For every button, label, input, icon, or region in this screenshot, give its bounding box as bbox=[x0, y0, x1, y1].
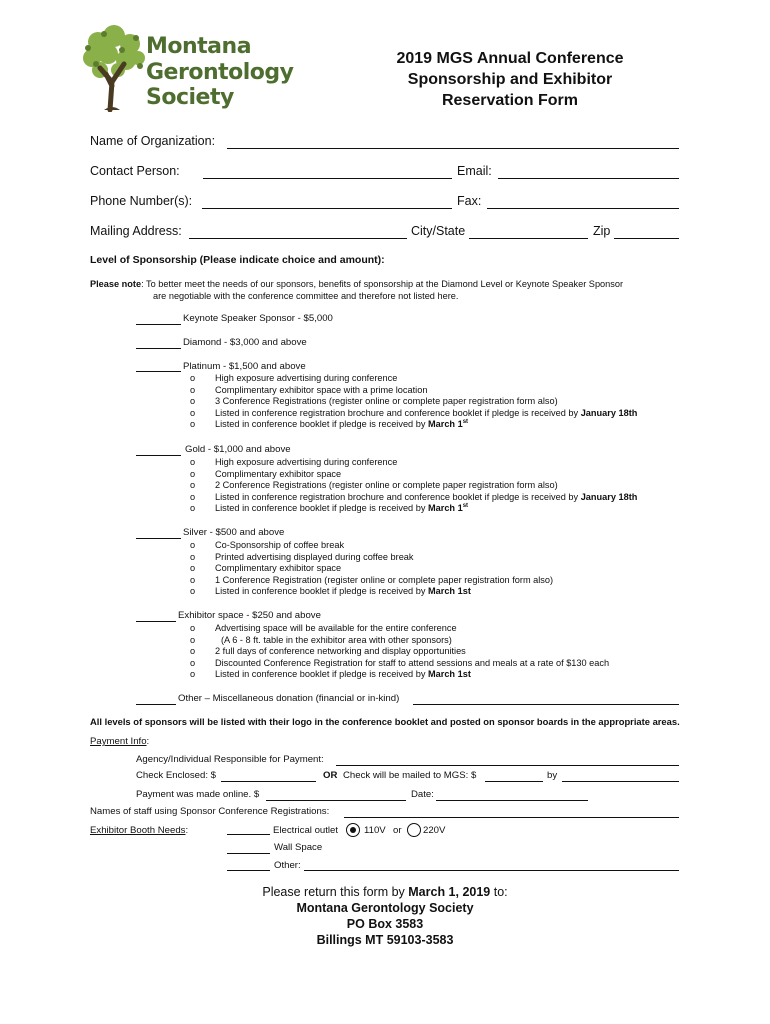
note-text: : To better meet the needs of our sponsors, benefits of sponsorship at the Diamond Level or Keynote Speaker Sponsor bbox=[141, 279, 624, 289]
mailed-label: Check will be mailed to MGS: $ bbox=[343, 770, 477, 781]
date-input[interactable] bbox=[436, 800, 588, 801]
other-description-input[interactable] bbox=[413, 704, 679, 705]
city-label: City/State bbox=[411, 224, 466, 238]
radio-110v[interactable] bbox=[346, 823, 360, 837]
note-label: Please note bbox=[90, 279, 142, 289]
other-label: Other – Miscellaneous donation (financial or in-kind) bbox=[178, 693, 400, 704]
wall-label: Wall Space bbox=[274, 842, 323, 853]
phone-label: Phone Number(s): bbox=[90, 194, 193, 208]
electrical-amount[interactable] bbox=[227, 834, 270, 835]
or-label: OR bbox=[323, 770, 338, 781]
radio-220v[interactable] bbox=[407, 823, 421, 837]
return-city: Billings MT 59103-3583 bbox=[316, 933, 454, 947]
return-line-1: Please return this form by March 1, 2019 to: bbox=[262, 885, 508, 899]
electrical-label: Electrical outlet bbox=[273, 825, 339, 836]
contact-input[interactable] bbox=[203, 178, 452, 179]
agency-label: Agency/Individual Responsible for Payment: bbox=[136, 754, 324, 765]
zip-label: Zip bbox=[593, 224, 611, 238]
platinum-amount[interactable] bbox=[136, 371, 181, 372]
email-label: Email: bbox=[457, 164, 492, 178]
list-item: o Advertising space will be available for the entire conference bbox=[190, 623, 457, 633]
phone-input[interactable] bbox=[202, 208, 452, 209]
list-item: o Listed in conference registration brochure and conference booklet if pledge is received by January 18th bbox=[190, 407, 638, 418]
contact-label: Contact Person: bbox=[90, 164, 180, 178]
agency-input[interactable] bbox=[336, 765, 679, 766]
list-item: o Listed in conference booklet if pledge is received by March 1st bbox=[190, 503, 469, 514]
radio-selected-dot bbox=[350, 827, 356, 833]
level-heading: Level of Sponsorship (Please indicate choice and amount): bbox=[90, 254, 385, 266]
logo-line-1: Montana bbox=[146, 34, 252, 59]
title-line-1: 2019 MGS Annual Conference bbox=[396, 50, 624, 67]
list-item: o 2 Conference Registrations (register online or complete paper registration form also) bbox=[190, 480, 558, 490]
list-item: o Printed advertising displayed during coffee break bbox=[190, 551, 414, 562]
fax-input[interactable] bbox=[487, 208, 679, 209]
mailed-amount-input[interactable] bbox=[485, 781, 543, 782]
or-small-label: or bbox=[393, 825, 402, 836]
mailing-label: Mailing Address: bbox=[90, 224, 182, 238]
gold-label: Gold - $1,000 and above bbox=[185, 444, 291, 455]
booth-other-input[interactable] bbox=[304, 870, 679, 871]
check-amount-input[interactable] bbox=[221, 781, 316, 782]
list-item: o 3 Conference Registrations (register online or complete paper registration form also) bbox=[190, 396, 558, 406]
exhibitor-amount[interactable] bbox=[136, 621, 176, 622]
return-box: PO Box 3583 bbox=[346, 917, 424, 931]
logo-line-2: Gerontology bbox=[146, 60, 294, 85]
mailed-by-input[interactable] bbox=[562, 781, 679, 782]
mailing-input[interactable] bbox=[189, 238, 407, 239]
platinum-label: Platinum - $1,500 and above bbox=[183, 361, 306, 372]
label-220v: 220V bbox=[423, 825, 446, 836]
list-item: o High exposure advertising during conference bbox=[190, 457, 398, 467]
booth-other-amount[interactable] bbox=[227, 870, 270, 871]
online-label: Payment was made online. $ bbox=[136, 789, 260, 800]
online-amount-input[interactable] bbox=[266, 800, 406, 801]
org-label: Name of Organization: bbox=[90, 134, 216, 148]
title-line-3: Reservation Form bbox=[441, 92, 579, 109]
booth-other-label: Other: bbox=[274, 860, 301, 871]
return-org: Montana Gerontology Society bbox=[296, 901, 474, 915]
list-item: o Co-Sponsorship of coffee break bbox=[190, 540, 345, 550]
fax-label: Fax: bbox=[457, 194, 482, 208]
list-item: o Listed in conference booklet if pledge is received by March 1st bbox=[190, 586, 471, 596]
label-110v: 110V bbox=[364, 825, 386, 836]
note-line-2: are negotiable with the conference committee and therefore not listed here. bbox=[153, 291, 459, 301]
form-title bbox=[360, 48, 660, 111]
check-label: Check Enclosed: $ bbox=[136, 770, 216, 781]
list-item: o (A 6 - 8 ft. table in the exhibitor area with other sponsors) bbox=[190, 634, 452, 645]
zip-input[interactable] bbox=[614, 238, 679, 239]
tree-icon bbox=[78, 24, 148, 112]
city-input[interactable] bbox=[469, 238, 588, 239]
exhibitor-label: Exhibitor space - $250 and above bbox=[178, 610, 321, 621]
wall-amount[interactable] bbox=[227, 853, 270, 854]
date-label: Date: bbox=[411, 789, 434, 800]
list-item: o 1 Conference Registration (register online or complete paper registration form also) bbox=[190, 574, 554, 585]
list-item: o Discounted Conference Registration for staff to attend sessions and meals at a rate of $130 each bbox=[190, 657, 610, 668]
list-item: o Listed in conference booklet if pledge is received by March 1st bbox=[190, 669, 471, 679]
list-item: o Listed in conference booklet if pledge is received by March 1st bbox=[190, 419, 469, 430]
gold-amount[interactable] bbox=[136, 455, 181, 456]
silver-amount[interactable] bbox=[136, 538, 181, 539]
diamond-amount[interactable] bbox=[136, 348, 181, 349]
silver-label: Silver - $500 and above bbox=[183, 527, 285, 538]
email-input[interactable] bbox=[498, 178, 679, 179]
logo bbox=[78, 24, 294, 112]
other-amount[interactable] bbox=[136, 704, 176, 705]
booth-heading: Exhibitor Booth Needs: bbox=[90, 825, 189, 836]
staff-label: Names of staff using Sponsor Conference Registrations: bbox=[90, 806, 330, 817]
list-item: o Listed in conference registration brochure and conference booklet if pledge is received by January 18th bbox=[190, 491, 638, 502]
note-line-1 bbox=[90, 279, 690, 289]
return-block bbox=[200, 884, 570, 948]
org-input[interactable] bbox=[227, 148, 679, 149]
keynote-amount[interactable] bbox=[136, 324, 181, 325]
keynote-label: Keynote Speaker Sponsor - $5,000 bbox=[183, 313, 333, 324]
logo-line-3: Society bbox=[146, 85, 234, 110]
list-item: o Complimentary exhibitor space bbox=[190, 563, 342, 573]
all-levels-note: All levels of sponsors will be listed with their logo in the conference booklet and posted on sponsor boards in the appropriate areas. bbox=[90, 716, 680, 727]
list-item: o 2 full days of conference networking and display opportunities bbox=[190, 646, 466, 656]
title-line-2: Sponsorship and Exhibitor bbox=[407, 71, 613, 88]
list-item: o Complimentary exhibitor space with a prime location bbox=[190, 384, 428, 395]
list-item: o High exposure advertising during conference bbox=[190, 373, 398, 383]
diamond-label: Diamond - $3,000 and above bbox=[183, 337, 307, 348]
payment-heading: Payment Info: bbox=[90, 736, 150, 747]
list-item: o Complimentary exhibitor space bbox=[190, 468, 342, 479]
staff-input[interactable] bbox=[344, 817, 679, 818]
by-label: by bbox=[547, 770, 558, 781]
